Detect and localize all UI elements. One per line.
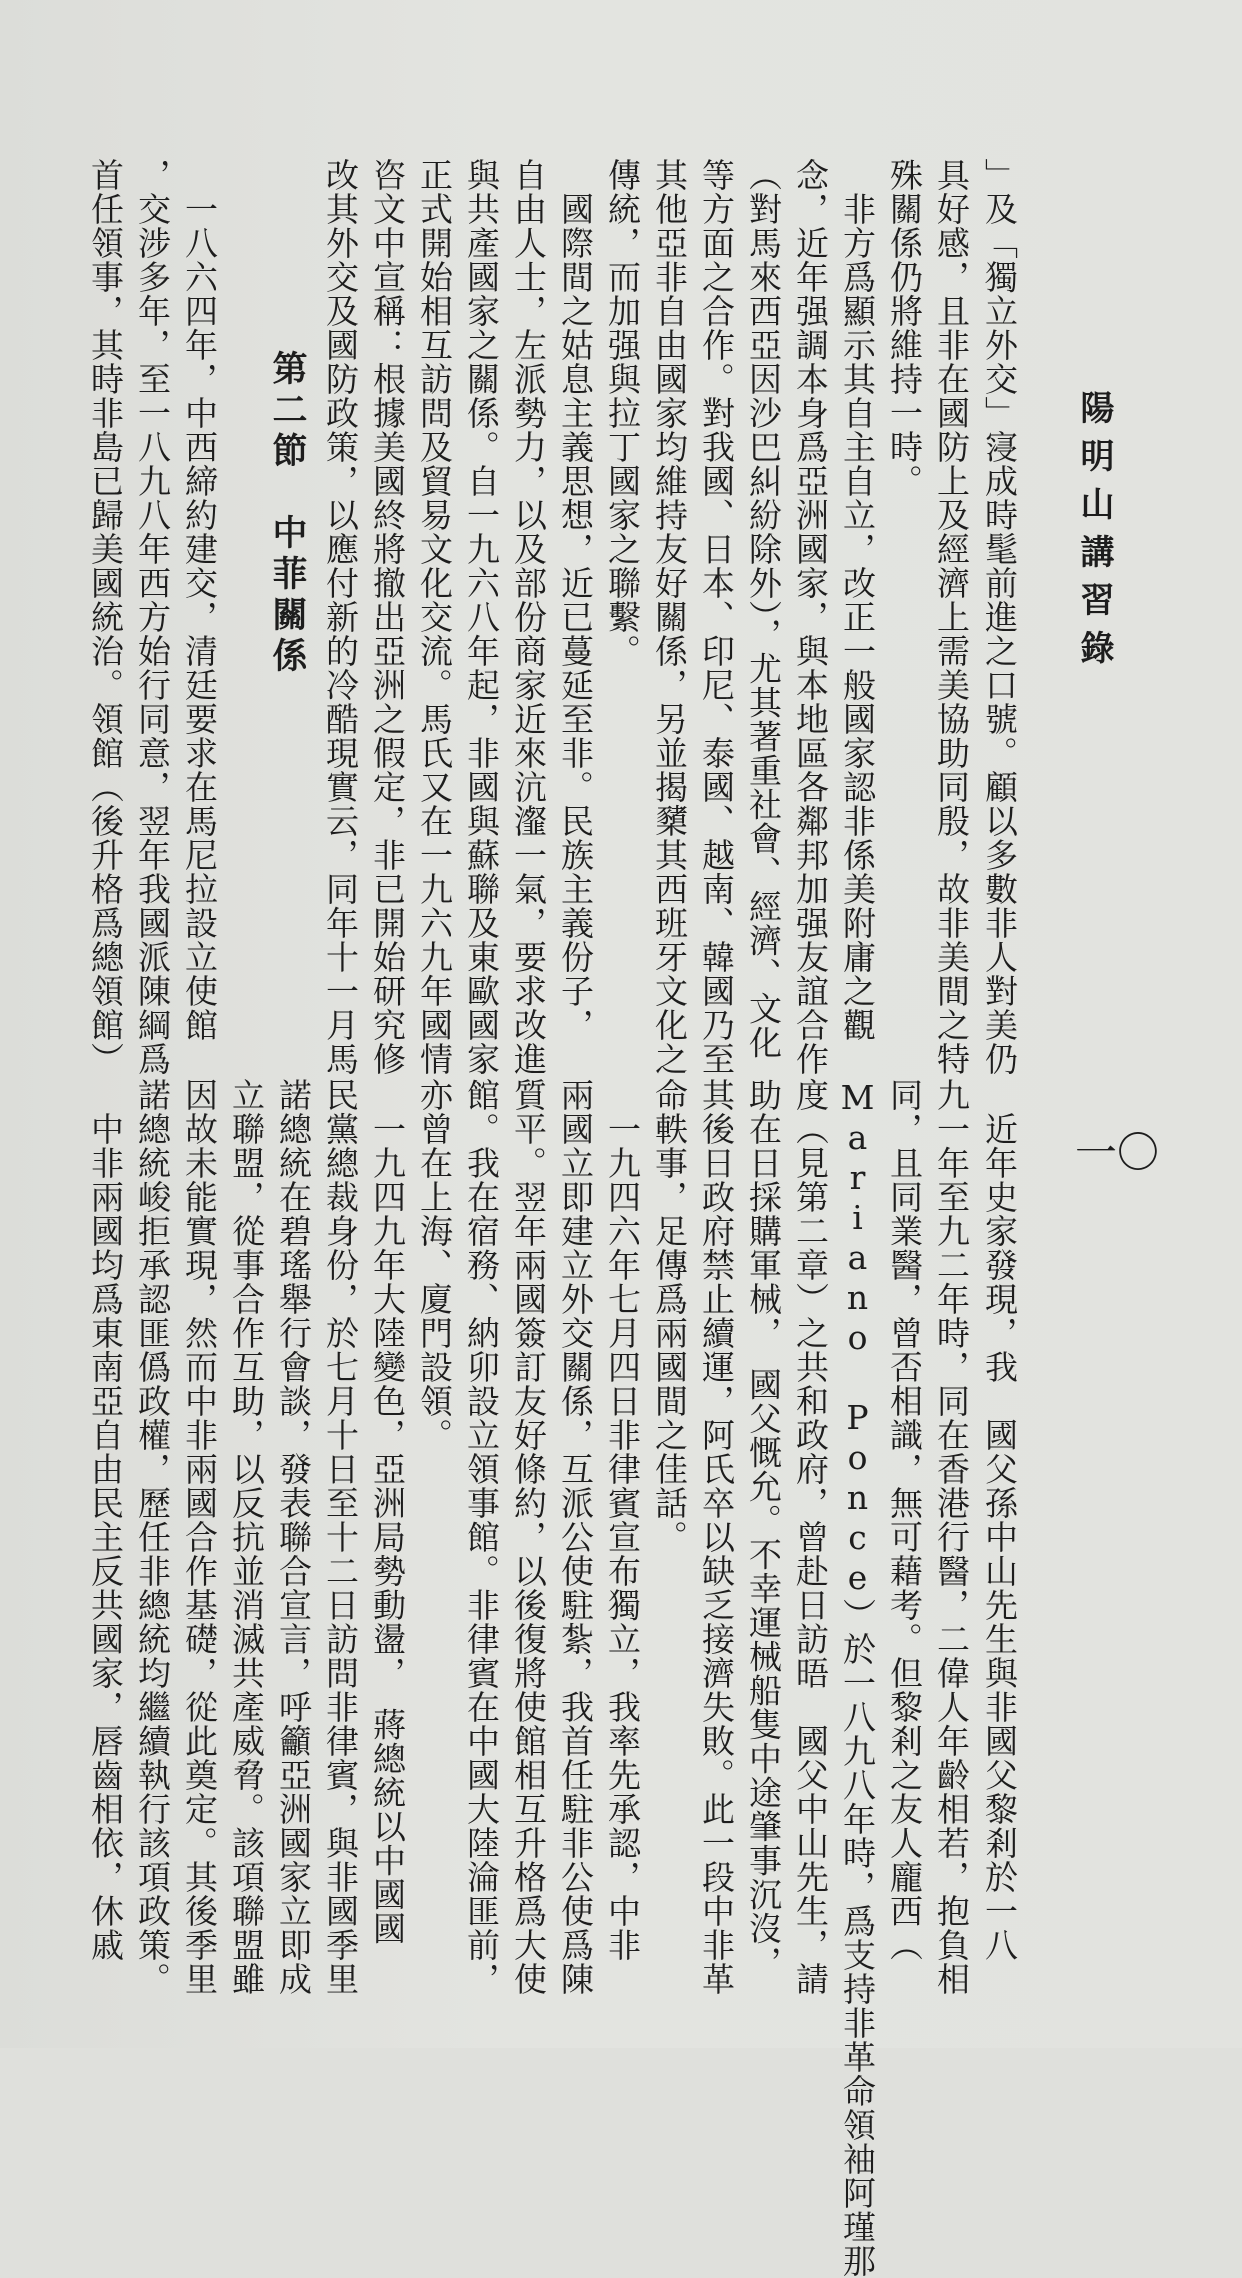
text-column: 兩國立即建立外交關係，互派公使駐紮，我首任駐非公使爲陳 [556, 1078, 595, 1996]
text-column: 非方爲顯示其自主自立，改正一般國家認非係美附庸之觀 [838, 158, 877, 1042]
text-column: 與共產國家之關係。自一九六八年起，非國與蘇聯及東歐國家 [462, 158, 501, 1076]
text-column: 諾總統峻拒承認匪僞政權，歷任非總統均繼續執行該項政策。 [133, 1078, 172, 1996]
text-column: Mariano Ponce）於一八九八年時，爲支持非革命領袖阿瑾那 [838, 1078, 877, 2278]
text-column: 一九四九年大陸變色，亞洲局勢動盪， 蔣總統以中國國 [368, 1078, 407, 1946]
text-column: 其後日政府禁止續運，阿氏卒以缺乏接濟失敗。此一段中非革 [697, 1078, 736, 1996]
text-column: 國際間之姑息主義思想，近已蔓延至非。民族主義份子， [556, 158, 595, 1042]
text-column: 傳統，而加强與拉丁國家之聯繫。 [603, 158, 642, 668]
text-column: （對馬來西亞因沙巴糾紛除外），尤其著重社會、經濟、文化 [744, 158, 783, 1060]
page-number: 一〇 [1075, 1128, 1160, 1177]
text-column: 正式開始相互訪問及貿易文化交流。馬氏又在一九六九年國情 [415, 158, 454, 1076]
text-column: 中非兩國均爲東南亞自由民主反共國家，唇齒相依，休戚 [86, 1078, 125, 1962]
text-column: 諾總統在碧瑤舉行會談，發表聯合宣言，呼籲亞洲國家立即成 [274, 1078, 313, 1996]
text-column: 助在日採購軍械， 國父慨允。不幸運械船隻中途肇事沉沒， [744, 1078, 783, 1980]
text-column: 一八六四年，中西締約建交，清廷要求在馬尼拉設立使館 [180, 158, 219, 1042]
text-column: 」及「獨立外交」寖成時髦前進之口號。顧以多數非人對美仍 [980, 158, 1019, 1076]
text-column: 自由人士，左派勢力，以及部份商家近來沆瀣一氣，要求改進 [509, 158, 548, 1076]
text-column: 咨文中宣稱：根據美國終將撤出亞洲之假定，非已開始研究修 [368, 158, 407, 1076]
text-column: 等方面之合作。對我國、日本、印尼、泰國、越南、韓國乃至 [697, 158, 736, 1076]
running-header: 陽明山講習錄 [1074, 390, 1114, 678]
text-column: 質平。翌年兩國簽訂友好條約，以後復將使館相互升格爲大使 [509, 1078, 548, 1996]
text-column: 館。我在宿務、納卯設立領事館。非律賓在中國大陸淪匪前， [462, 1078, 501, 1996]
text-column: 其他亞非自由國家均維持友好關係，另並揭櫫其西班牙文化之 [650, 158, 689, 1076]
text-column: 念，近年强調本身爲亞洲國家，與本地區各鄰邦加强友誼合作 [791, 158, 830, 1076]
text-column: 亦曾在上海、廈門設領。 [415, 1078, 454, 1452]
text-column: 殊關係仍將維持一時。 [885, 158, 924, 498]
text-column: 命軼事，足傳爲兩國間之佳話。 [650, 1078, 689, 1554]
text-column: 立聯盟，從事合作互助，以反抗並消滅共產威脅。該項聯盟雖 [227, 1078, 266, 1996]
text-column: 九一年至九二年時，同在香港行醫，二偉人年齡相若，抱負相 [932, 1078, 971, 1996]
text-column: 同，且同業醫，曾否相識，無可藉考。但黎剎之友人龐西（ [885, 1078, 924, 1962]
text-column: 具好感，且非在國防上及經濟上需美協助同殷，故非美間之特 [932, 158, 971, 1076]
section-heading: 第二節 中菲關係 [267, 350, 308, 678]
text-column: 近年史家發現，我 國父孫中山先生與非國父黎剎於一八 [980, 1078, 1019, 1962]
text-column: 首任領事，其時非島已歸美國統治。領館（後升格爲總領館） [86, 158, 125, 1076]
text-column: 民黨總裁身份，於七月十日至十二日訪問非律賓，與非國季里 [321, 1078, 360, 1996]
text-column: 改其外交及國防政策，以應付新的冷酷現實云，同年十一月馬 [321, 158, 360, 1076]
text-column: 因故未能實現，然而中非兩國合作基礎，從此奠定。其後季里 [180, 1078, 219, 1996]
text-column: ，交涉多年，至一八九八年西方始行同意，翌年我國派陳綱爲 [133, 158, 172, 1076]
text-column: 一九四六年七月四日非律賓宣布獨立，我率先承認，中非 [603, 1078, 642, 1962]
text-column: 度（見第二章）之共和政府，曾赴日訪晤 國父中山先生，請 [791, 1078, 830, 1996]
